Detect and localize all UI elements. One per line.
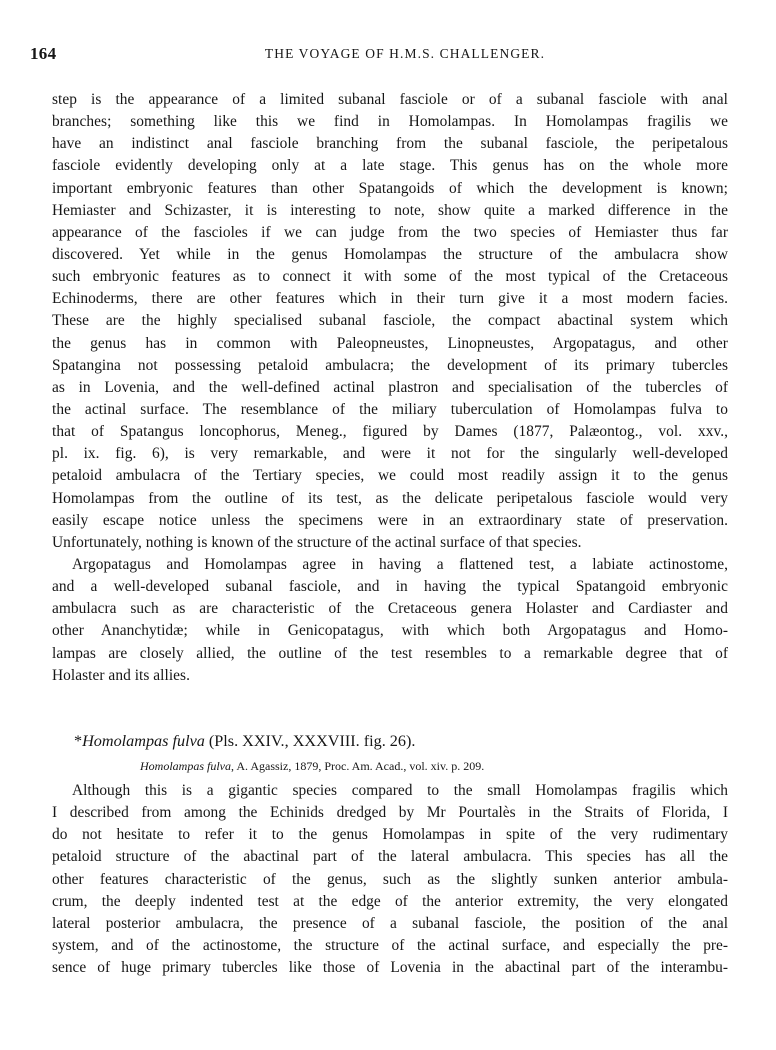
text-line: fasciole evidently developing only at a late stage. This genus has on the whole more: [52, 157, 728, 175]
species-heading: [74, 732, 415, 751]
running-title: THE VOYAGE OF H.M.S. CHALLENGER.: [264, 46, 546, 61]
text-line: the genus has in common with Paleopneustes, Linopneustes, Argopatagus, and other: [52, 334, 728, 352]
text-line: Spatangina not possessing petaloid ambulacra; the development of its primary tubercles: [52, 356, 728, 374]
plate-reference: (Pls. XXIV., XXXVIII. fig. 26).: [208, 732, 416, 750]
body-text-top: [52, 89, 728, 687]
text-line: crum, the deeply indented test at the edge of the anterior extremity, the very elongated: [52, 892, 728, 910]
text-line: appearance of the fascioles if we can judge from the two species of Hemiaster thus far: [52, 223, 728, 241]
body-text-bottom: [52, 780, 728, 979]
paragraph-3: [52, 780, 728, 979]
text-line: important embryonic features than other Spatangoids of which the development is known;: [52, 179, 728, 197]
species-name: Homolampas fulva: [82, 732, 205, 750]
text-line: Hemiaster and Schizaster, it is interesting to note, show quite a marked difference in the: [52, 201, 728, 219]
text-line: Although this is a gigantic species compared to the small Homolampas fragilis which: [72, 782, 728, 799]
citation-reference: , A. Agassiz, 1879, Proc. Am. Acad., vol. xiv. p. 209.: [231, 759, 485, 773]
text-line: Homolampas from the outline of its test, as the delicate peripetalous fasciole would very: [52, 489, 728, 507]
text-line: as in Lovenia, and the well-defined actinal plastron and specialisation of the tubercles of: [52, 378, 728, 396]
text-line: petaloid structure of the abactinal part of the lateral ambulacra. This species has all the: [52, 848, 728, 866]
page-header: [30, 44, 740, 68]
text-line: do not hesitate to refer it to the genus Homolampas in spite of the very rudimentary: [52, 826, 728, 844]
text-line: ambulacra such as are characteristic of the Cretaceous genera Holaster and Cardiaster and: [52, 600, 728, 618]
text-line: Holaster and its allies.: [52, 666, 190, 684]
text-line: pl. ix. fig. 6), is very remarkable, and were it not for the singularly well-developed: [52, 445, 728, 463]
text-line: sence of huge primary tubercles like those of Lovenia in the abactinal part of the interambu-: [52, 959, 728, 977]
text-line: system, and of the actinostome, the structure of the actinal surface, and especially the pre-: [52, 936, 728, 954]
text-line: lateral posterior ambulacra, the presence of a subanal fasciole, the position of the anal: [52, 914, 728, 932]
text-line: other features characteristic of the genus, such as the slightly sunken anterior ambula-: [52, 870, 728, 888]
citation-species-name: Homolampas fulva: [140, 759, 231, 773]
footnote-star: *: [74, 732, 83, 750]
text-line: other Ananchytidæ; while in Genicopatagus, with which both Argopatagus and Homo-: [52, 622, 728, 640]
text-line: discovered. Yet while in the genus Homolampas the structure of the ambulacra show: [52, 245, 728, 263]
text-line: Argopatagus and Homolampas agree in having a flattened test, a labiate actinostome,: [72, 555, 728, 573]
text-line: and a well-developed subanal fasciole, and in having the typical Spatangoid embryonic: [52, 578, 728, 596]
species-citation: [140, 759, 484, 774]
text-line: Echinoderms, there are other features which in their turn give it a most modern facies.: [52, 290, 728, 308]
text-line: Unfortunately, nothing is known of the structure of the actinal surface of that species.: [52, 533, 582, 551]
text-line: such embryonic features as to connect it with some of the most typical of the Cretaceous: [52, 268, 728, 286]
text-line: lampas are closely allied, the outline of the test resembles to a remarkable degree that of: [52, 644, 728, 662]
text-line: easily escape notice unless the specimens were in an extraordinary state of preservation.: [52, 511, 728, 529]
text-line: branches; something like this we find in Homolampas. In Homolampas fragilis we: [52, 113, 728, 131]
text-line: the actinal surface. The resemblance of the miliary tuberculation of Homolampas fulva to: [52, 400, 728, 418]
paragraph-1: [52, 89, 728, 554]
text-line: that of Spatangus loncophorus, Meneg., figured by Dames (1877, Palæontog., vol. xxv.,: [52, 423, 728, 441]
text-line: step is the appearance of a limited subanal fasciole or of a subanal fasciole with anal: [52, 91, 728, 108]
text-line: I described from among the Echinids dredged by Mr Pourtalès in the Straits of Florida, I: [52, 804, 728, 822]
page-number: 164: [30, 44, 57, 63]
paragraph-2: [52, 554, 728, 687]
text-line: petaloid ambulacra of the Tertiary species, we could most readily assign it to the genus: [52, 467, 728, 485]
text-line: These are the highly specialised subanal fasciole, the compact abactinal system which: [52, 312, 728, 330]
text-line: have an indistinct anal fasciole branching from the subanal fasciole, the peripetalous: [52, 135, 728, 153]
